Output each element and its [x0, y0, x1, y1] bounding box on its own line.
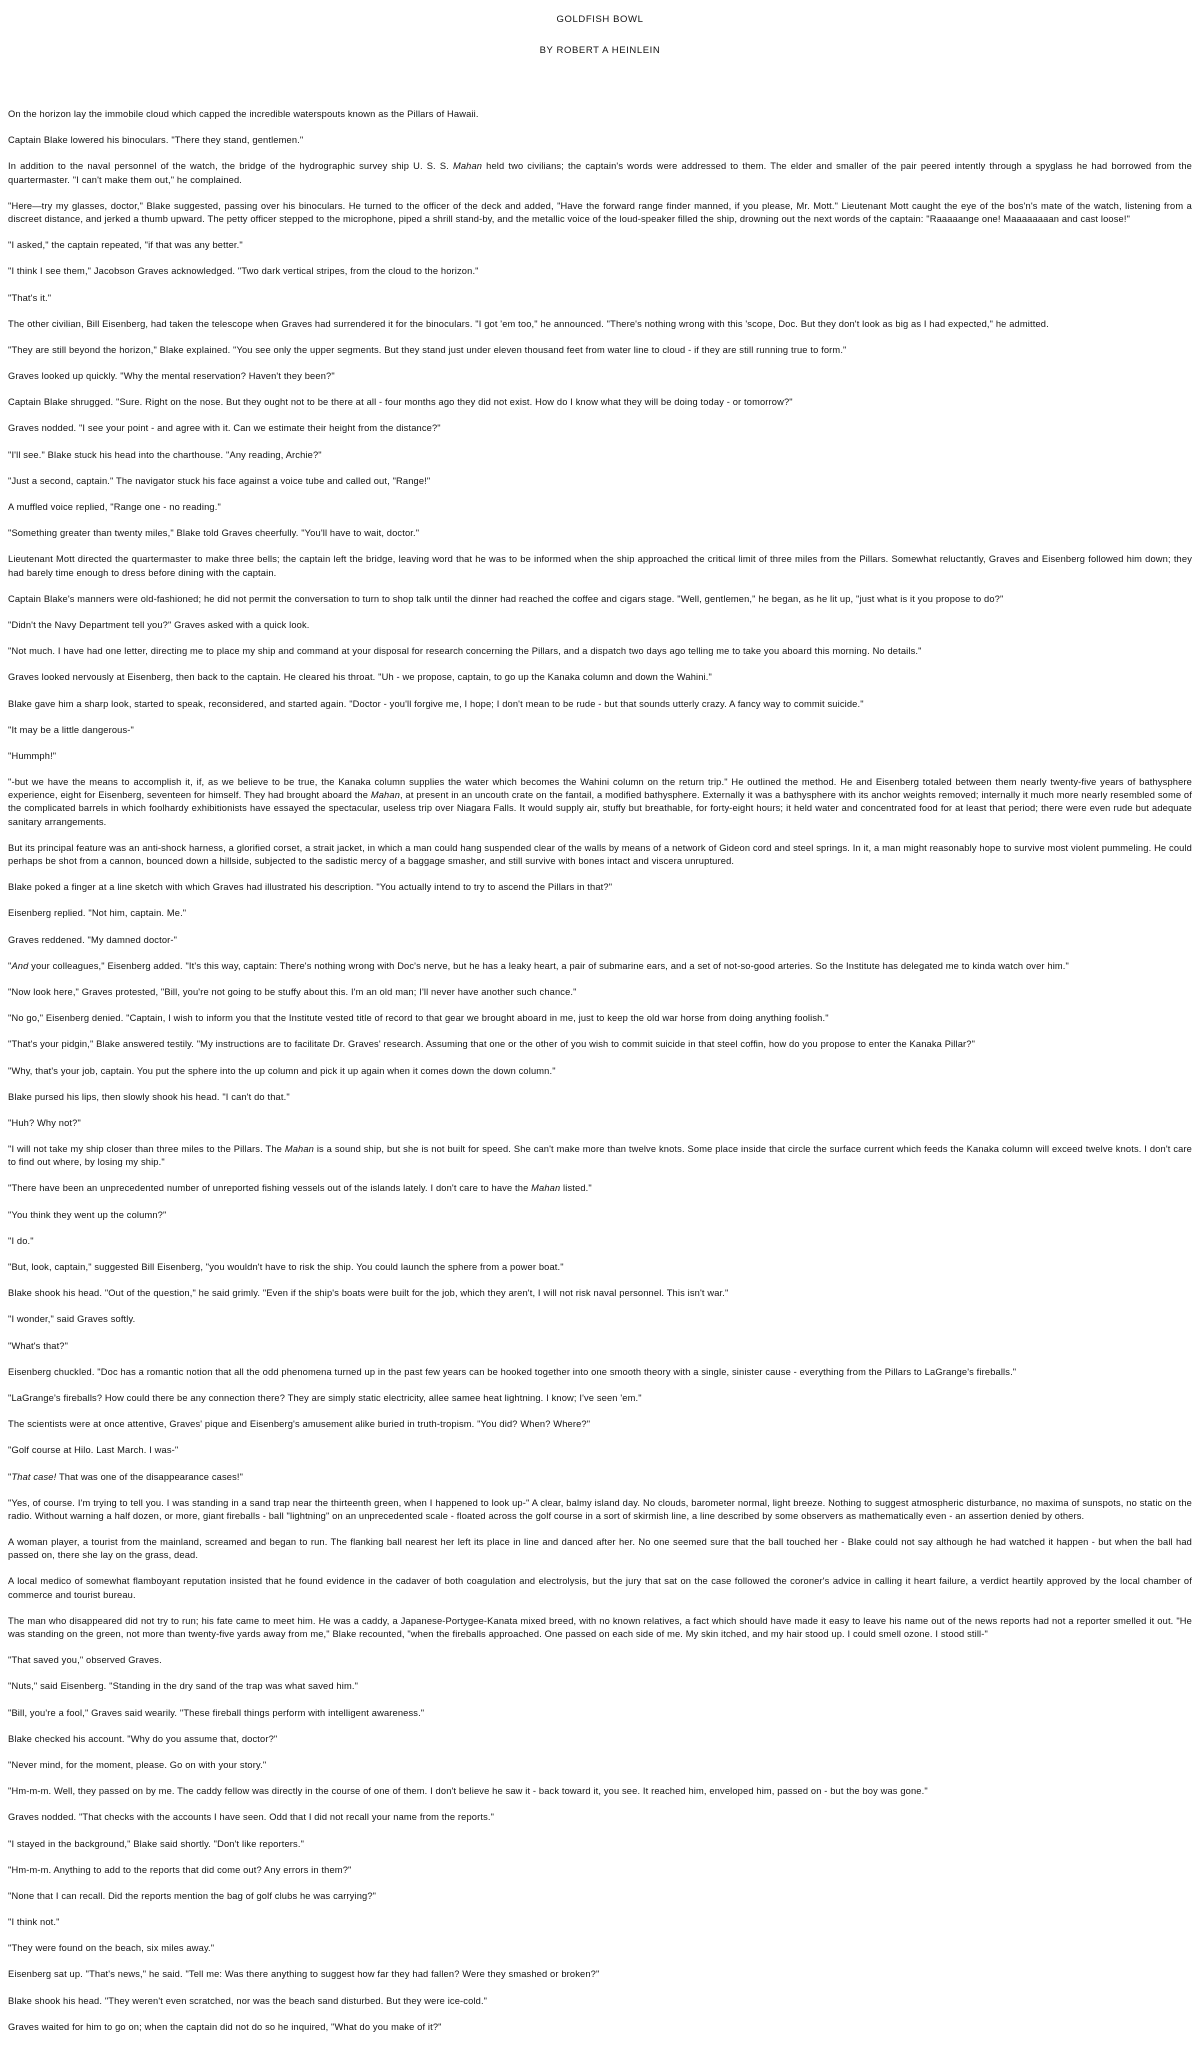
- paragraph: Blake poked a finger at a line sketch with which Graves had illustrated his description. "You actually intend to try to ascend the Pillars in that?": [8, 882, 613, 893]
- paragraph: In addition to the naval personnel of the watch, the bridge of the hydrographic survey ship U. S. S. Mahan held two civilians; the captain's words were addressed to them. The elder and smaller of the pair peered intently through a spyglass he had borrowed from the quartermaster. "I can't make them out," he complained.: [8, 161, 1192, 185]
- paragraph: "-but we have the means to accomplish it, if, as we believe to be true, the Kanaka column supplies the water which becomes the Wahini column on the return trip." He outlined the method. He and Eisenberg totaled between them nearly twenty-five years of bathysphere experience, eight for Eisenberg, seventeen for himself. They had brought aboard the Mahan, at present in an uncouth crate on the fantail, a modified bathysphere. Externally it was a bathysphere with its anchor weights removed; internally it much more nearly resembled some of the complicated barrels in which foolhardy exhibitionists have essayed the spectacular, useless trip over Niagara Falls. It would supply air, stuffy but breathable, for forty-eight hours; it held water and concentrated food for at least that period; there were even rude but adequate sanitary arrangements.: [8, 777, 1192, 827]
- document-body: [8, 108, 1192, 2034]
- paragraph: "Not much. I have had one letter, directing me to place my ship and command at your disposal for research concerning the Pillars, and a dispatch two days ago telling me to take you aboard this morning. No details.": [8, 646, 922, 657]
- paragraph: "That's it.": [8, 292, 52, 303]
- paragraph: "They are still beyond the horizon," Blake explained. "You see only the upper segments. But they stand just under eleven thousand feet from water line to cloud - if they are still running true to form.": [8, 344, 847, 355]
- paragraph: "I wonder," said Graves softly.: [8, 1314, 136, 1325]
- paragraph: Lieutenant Mott directed the quartermaster to make three bells; the captain left the bridge, leaving word that he was to be informed when the ship approached the critical limit of three miles from the Pillars. Somewhat reluctantly, Graves and Eisenberg followed him down; they had barely time enough to dress before dining with the captain.: [8, 554, 1192, 578]
- paragraph: A muffled voice replied, "Range one - no reading.": [8, 502, 221, 512]
- paragraph: "I think not.": [8, 1917, 60, 1928]
- paragraph: "Something greater than twenty miles," Blake told Graves cheerfully. "You'll have to wait, doctor.": [8, 528, 420, 539]
- paragraph: Eisenberg chuckled. "Doc has a romantic notion that all the odd phenomena turned up in the past few years can be hooked together into one smooth theory with a single, sinister cause - everything from the Pillars to LaGrange's fireballs.": [8, 1366, 1017, 1377]
- paragraph: "None that I can recall. Did the reports mention the bag of golf clubs he was carrying?": [8, 1890, 377, 1901]
- paragraph: "That's your pidgin," Blake answered testily. "My instructions are to facilitate Dr. Graves' research. Assuming that one or the other of you wish to commit suicide in that steel coffin, how do you propose to enter the Kanaka Pillar?": [8, 1039, 976, 1050]
- paragraph: Blake gave him a sharp look, started to speak, reconsidered, and started again. "Doctor - you'll forgive me, I hope; I don't mean to be rude - but that sounds utterly crazy. A fancy way to commit suicide.": [8, 698, 864, 709]
- paragraph: "LaGrange's fireballs? How could there be any connection there? They are simply static electricity, allee samee heat lightning. I know; I've seen 'em.": [8, 1392, 642, 1403]
- paragraph: Blake checked his account. "Why do you assume that, doctor?": [8, 1733, 278, 1744]
- paragraph: Graves looked up quickly. "Why the mental reservation? Haven't they been?": [8, 371, 335, 382]
- paragraph: Captain Blake shrugged. "Sure. Right on the nose. But they ought not to be there at all - four months ago they did not exist. How do I know what they will be doing today - or tomorrow?": [8, 397, 793, 408]
- paragraph: "There have been an unprecedented number of unreported fishing vessels out of the islands lately. I don't care to have the Mahan listed.": [8, 1183, 592, 1194]
- paragraph: Graves reddened. "My damned doctor-": [8, 934, 178, 945]
- paragraph: "No go," Eisenberg denied. "Captain, I wish to inform you that the Institute vested title of record to that gear we brought aboard in me, just to keep the old war horse from doing anything foolish.": [8, 1013, 829, 1024]
- paragraph: But its principal feature was an anti-shock harness, a glorified corset, a strait jacket, in which a man could hang suspended clear of the walls by means of a network of Gideon cord and steel springs. In it, a man might reasonably hope to survive most violent pummeling. He could perhaps be shot from a cannon, bounced down a hillside, subjected to the sadistic mercy of a baggage smasher, and still survive with bones intact and viscera unruptured.: [8, 842, 1192, 866]
- paragraph: "I do.": [8, 1235, 34, 1246]
- paragraph: Captain Blake lowered his binoculars. "There they stand, gentlemen.": [8, 135, 304, 146]
- paragraph: Graves nodded. "I see your point - and agree with it. Can we estimate their height from the distance?": [8, 423, 441, 434]
- paragraph: "Why, that's your job, captain. You put the sphere into the up column and pick it up again when it comes down the down column.": [8, 1065, 556, 1076]
- paragraph: Graves looked nervously at Eisenberg, then back to the captain. He cleared his throat. "Uh - we propose, captain, to go up the Kanaka column and down the Wahini.": [8, 672, 712, 683]
- paragraph: The man who disappeared did not try to run; his fate came to meet him. He was a caddy, a Japanese-Portygee-Kanata mixed breed, with no known relatives, a fact which should have made it easy to leave his name out of the news reports had not a reporter smelled it out. "He was standing on the green, not more than twenty-five yards away from me," Blake recounted, "when the fireballs approached. One passed on each side of me. My skin itched, and my hair stood up. I could smell ozone. I stood still-": [8, 1615, 1192, 1639]
- paragraph: The other civilian, Bill Eisenberg, had taken the telescope when Graves had surrendered it for the binoculars. "I got 'em too," he announced. "There's nothing wrong with this 'scope, Doc. But they don't look as big as I had expected," he admitted.: [8, 318, 1049, 329]
- paragraph: "Golf course at Hilo. Last March. I was-": [8, 1445, 179, 1456]
- paragraph: "You think they went up the column?": [8, 1209, 167, 1220]
- paragraph: Blake shook his head. "Out of the question," he said grimly. "Even if the ship's boats were built for the job, which they aren't, I will not risk naval personnel. This isn't war.": [8, 1288, 729, 1299]
- paragraph: "But, look, captain," suggested Bill Eisenberg, "you wouldn't have to risk the ship. You could launch the sphere from a power boat.": [8, 1262, 564, 1272]
- paragraph: Eisenberg replied. "Not him, captain. Me.": [8, 908, 187, 919]
- paragraph: "Hm-m-m. Anything to add to the reports that did come out? Any errors in them?": [8, 1864, 352, 1875]
- paragraph: "I stayed in the background," Blake said shortly. "Don't like reporters.": [8, 1838, 305, 1849]
- paragraph: "Just a second, captain." The navigator stuck his face against a voice tube and called out, "Range!": [8, 475, 431, 486]
- page-byline: BY ROBERT A HEINLEIN: [539, 45, 661, 56]
- paragraph: "That saved you," observed Graves.: [8, 1655, 162, 1666]
- paragraph: Graves nodded. "That checks with the accounts I have seen. Odd that I did not recall your name from the reports.": [8, 1812, 495, 1823]
- paragraph: "I asked," the captain repeated, "if that was any better.": [8, 240, 243, 251]
- paragraph: "I will not take my ship closer than three miles to the Pillars. The Mahan is a sound ship, but she is not built for speed. She can't make more than twelve knots. Some place inside that circle the surface current which feeds the Kanaka column will exceed twelve knots. I don't care to find out where, by losing my ship.": [8, 1144, 1193, 1168]
- paragraph: A woman player, a tourist from the mainland, screamed and began to run. The flanking ball nearest her left its place in line and danced after her. No one seemed sure that the ball touched her - Blake could not say although he had watched it happen - but when the ball had passed on, there she lay on the grass, dead.: [8, 1537, 1192, 1561]
- paragraph: Blake shook his head. "They weren't even scratched, nor was the beach sand disturbed. But they were ice-cold.": [8, 1995, 488, 2006]
- paragraph: "Never mind, for the moment, please. Go on with your story.": [8, 1759, 267, 1770]
- paragraph: "Hummph!": [8, 750, 57, 761]
- paragraph: "And your colleagues," Eisenberg added. "It's this way, captain: There's nothing wrong with Doc's nerve, but he has a leaky heart, a pair of submarine ears, and a set of not-so-good arteries. So the Institute has delegated me to kinda watch over him.": [8, 960, 1069, 971]
- paragraph: "Hm-m-m. Well, they passed on by me. The caddy fellow was directly in the course of one of them. I don't believe he saw it - back toward it, you see. It reached him, enveloped him, passed on - but the boy was gone.": [8, 1786, 928, 1797]
- paragraph: A local medico of somewhat flamboyant reputation insisted that he found evidence in the cadaver of both coagulation and electrolysis, but the jury that sat on the case followed the coroner's advice in calling it heart failure, a verdict heartily approved by the local chamber of commerce and tourist bureau.: [8, 1576, 1192, 1600]
- paragraph: "Nuts," said Eisenberg. "Standing in the dry sand of the trap was what saved him.": [8, 1681, 359, 1692]
- paragraph: Eisenberg sat up. "That's news," he said. "Tell me: Was there anything to suggest how far they had fallen? Were they smashed or broken?": [8, 1969, 600, 1980]
- paragraph: "It may be a little dangerous-": [8, 724, 134, 735]
- paragraph: On the horizon lay the immobile cloud which capped the incredible waterspouts known as the Pillars of Hawaii.: [8, 109, 479, 119]
- paragraph: "That case! That was one of the disappearance cases!": [8, 1471, 244, 1482]
- paragraph: "I think I see them," Jacobson Graves acknowledged. "Two dark vertical stripes, from the cloud to the horizon.": [8, 266, 479, 277]
- page-title: GOLDFISH BOWL: [556, 14, 644, 25]
- paragraph: "What's that?": [8, 1340, 69, 1351]
- paragraph: Graves waited for him to go on; when the captain did not do so he inquired, "What do you make of it?": [8, 2021, 442, 2032]
- paragraph: "They were found on the beach, six miles away.": [8, 1943, 215, 1954]
- paragraph: "Now look here," Graves protested, "Bill, you're not going to be stuffy about this. I'm an old man; I'll never have another such chance.": [8, 986, 577, 997]
- paragraph: "I'll see." Blake stuck his head into the charthouse. "Any reading, Archie?": [8, 449, 322, 460]
- paragraph: "Didn't the Navy Department tell you?" Graves asked with a quick look.: [8, 619, 310, 630]
- paragraph: "Yes, of course. I'm trying to tell you. I was standing in a sand trap near the thirteenth green, when I happened to look up-" A clear, balmy island day. No clouds, barometer normal, light breeze. Nothing to suggest atmospheric disturbance, no maxima of sunspots, no static on the radio. Without warning a half dozen, or more, giant fireballs - ball "lightning" on an unprecedented scale - floated across the golf course in a sort of skirmish line, a line described by some observers as mathematically even - an assertion denied by others.: [8, 1497, 1192, 1521]
- paragraph: "Huh? Why not?": [8, 1117, 81, 1128]
- paragraph: Captain Blake's manners were old-fashioned; he did not permit the conversation to turn to shop talk until the dinner had reached the coffee and cigars stage. "Well, gentlemen," he began, as he lit up, "just what is it you propose to do?": [8, 593, 1004, 604]
- paragraph: "Bill, you're a fool," Graves said wearily. "These fireball things perform with intelligent awareness.": [8, 1707, 425, 1718]
- paragraph: The scientists were at once attentive, Graves' pique and Eisenberg's amusement alike buried in truth-tropism. "You did? When? Where?": [8, 1419, 591, 1430]
- paragraph: Blake pursed his lips, then slowly shook his head. "I can't do that.": [8, 1091, 290, 1102]
- paragraph: "Here—try my glasses, doctor," Blake suggested, passing over his binoculars. He turned to the officer of the deck and added, "Have the forward range finder manned, if you please, Mr. Mott." Lieutenant Mott caught the eye of the bos'n's mate of the watch, listening from a discreet distance, and jerked a thumb upward. The petty officer stepped to the microphone, piped a shrill stand-by, and the metallic voice of the loud-speaker filled the ship, drowning out the next words of the captain: "Raaaaange one! Maaaaaaaan and cast loose!": [8, 200, 1192, 224]
